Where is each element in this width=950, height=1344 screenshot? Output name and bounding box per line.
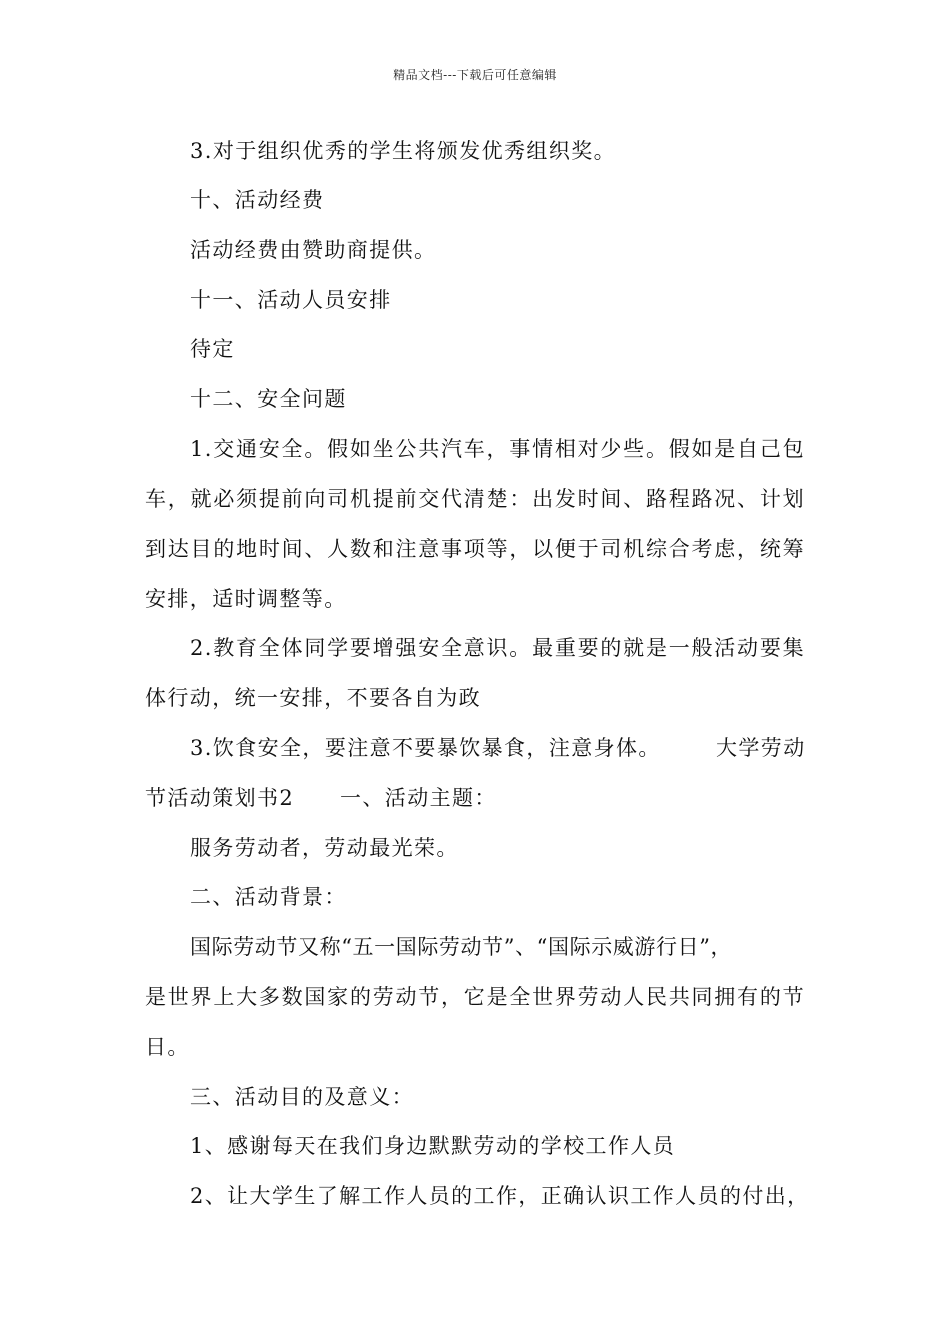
- text-line: 安排，适时调整等。: [145, 587, 347, 611]
- section-heading: 十二、安全问题: [190, 387, 347, 411]
- text-line: 车，就必须提前向司机提前交代清楚：出发时间、路程路况、计划: [145, 487, 805, 511]
- section-heading: 一、活动主题：: [340, 786, 497, 810]
- text-line: 到达目的地时间、人数和注意事项等，以便于司机综合考虑，统筹: [145, 537, 805, 561]
- page-header: 精品文档---下载后可任意编辑: [393, 68, 557, 82]
- section-heading: 二、活动背景：: [190, 885, 347, 909]
- text-line: 待定: [190, 337, 235, 361]
- text-line: 体行动，统一安排，不要各自为政: [145, 686, 481, 710]
- text-line: 大学劳动: [716, 736, 806, 760]
- text-line: 日。: [145, 1035, 190, 1059]
- text-line: 是世界上大多数国家的劳动节，它是全世界劳动人民共同拥有的节: [145, 985, 805, 1009]
- text-line: 活动经费由赞助商提供。: [190, 238, 437, 262]
- text-line: 1.交通安全。假如坐公共汽车，事情相对少些。假如是自己包: [190, 437, 805, 461]
- text-line: 1、感谢每天在我们身边默默劳动的学校工作人员: [190, 1134, 676, 1158]
- section-heading: 十、活动经费: [190, 188, 325, 212]
- text-line: 国际劳动节又称“五一国际劳动节”、“国际示威游行日”，: [190, 935, 733, 959]
- section-heading: 三、活动目的及意义：: [190, 1085, 414, 1109]
- text-line: 服务劳动者，劳动最光荣。: [190, 836, 459, 860]
- section-heading: 十一、活动人员安排: [190, 288, 392, 312]
- text-line: 3.对于组织优秀的学生将颁发优秀组织奖。: [190, 139, 617, 163]
- text-line: 节活动策划书2: [145, 786, 295, 810]
- text-line: 2、让大学生了解工作人员的工作，正确认识工作人员的付出，: [190, 1184, 810, 1208]
- text-line: 2.教育全体同学要增强安全意识。最重要的就是一般活动要集: [190, 636, 805, 660]
- text-line: 3.饮食安全，要注意不要暴饮暴食，注意身体。: [190, 736, 661, 760]
